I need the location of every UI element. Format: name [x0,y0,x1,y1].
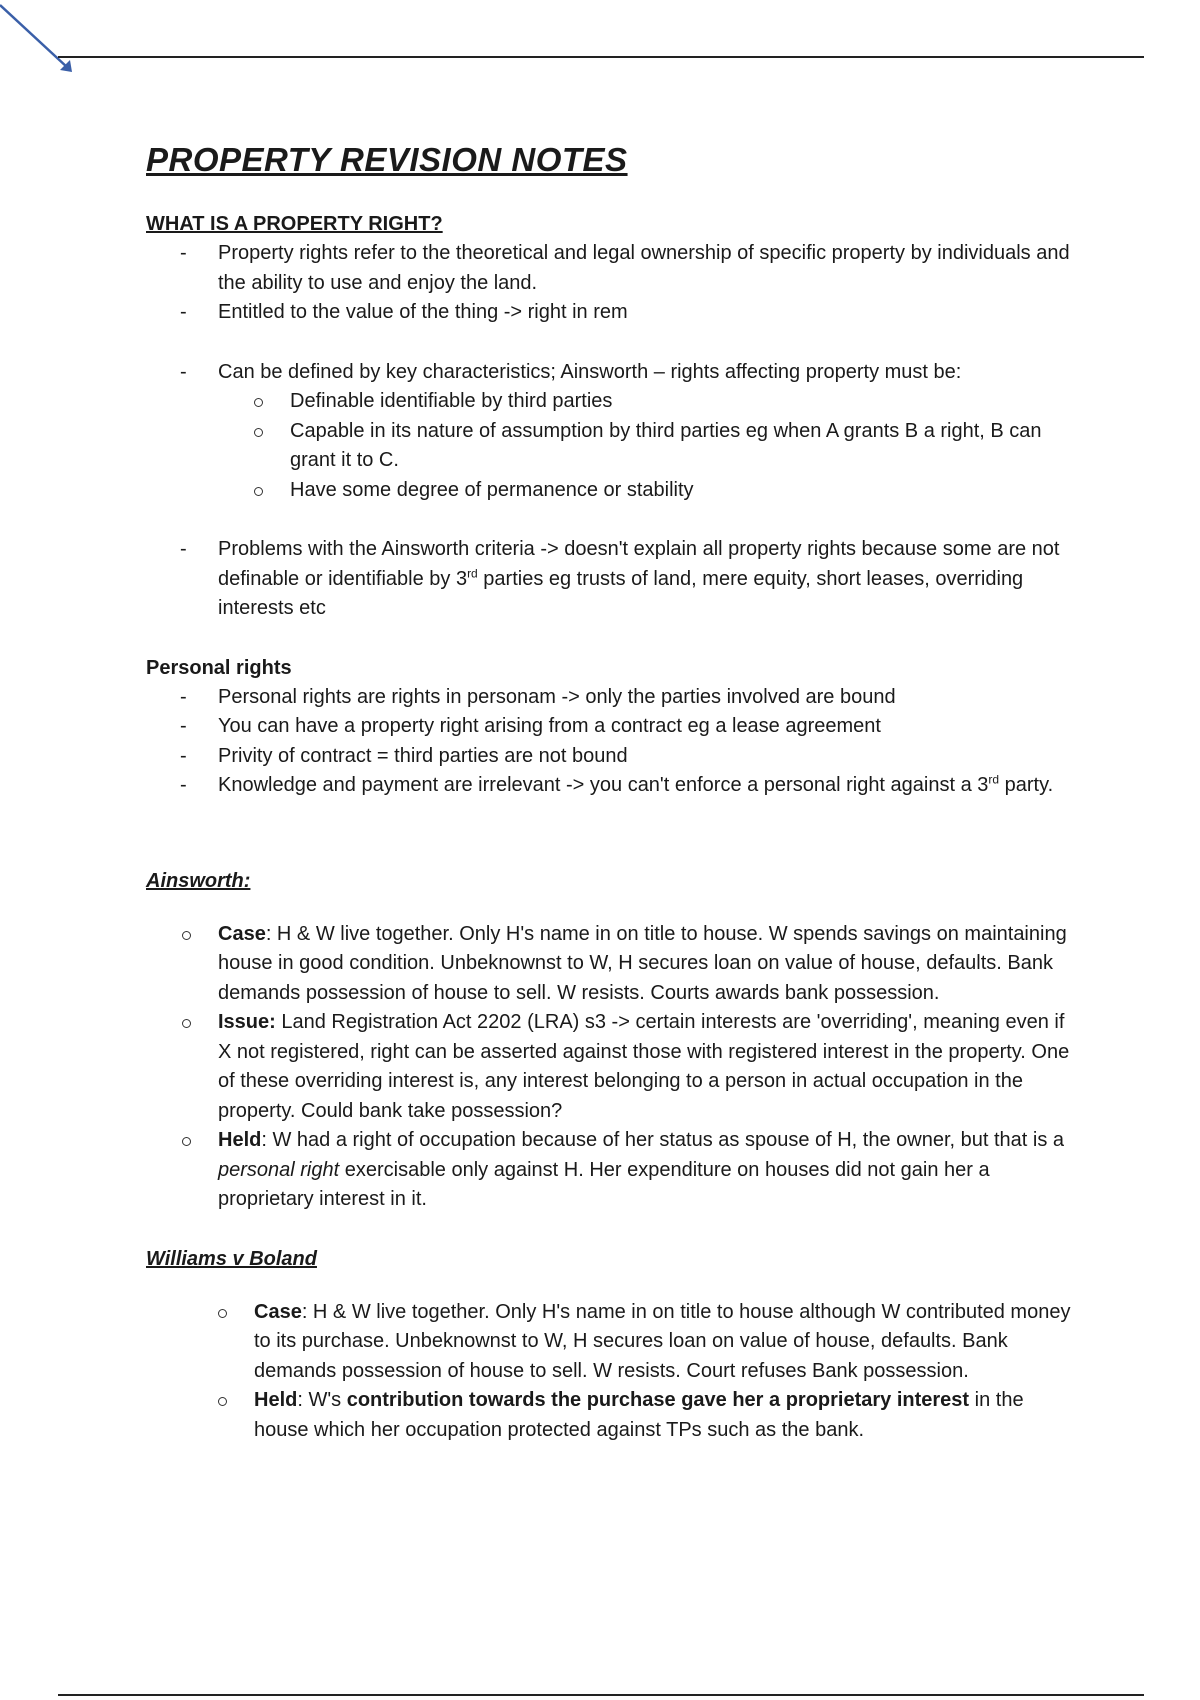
list-item: - Entitled to the value of the thing -> right in rem [146,298,1076,328]
list-item: Capable in its nature of assumption by third parties eg when A grants B a right, B can grant it to C. [218,417,1076,476]
list-item: - Problems with the Ainsworth criteria -> doesn't explain all property rights because some are not definable or identifiable by 3rd parties eg trusts of land, mere equity, short leases, overriding interests etc [146,535,1076,624]
list-item: Held: W's contribution towards the purchase gave her a proprietary interest in the house which her occupation protected against TPs such as the bank. [146,1386,1076,1445]
list-item: - Privity of contract = third parties are not bound [146,742,1076,772]
footer-rule [58,1694,1144,1696]
heading-personal-rights: Personal rights [146,656,292,679]
list-item: Case: H & W live together. Only H's name in on title to house. W spends savings on maintaining house in good condition. Unbeknownst to W, H secures loan on value of house, defaults. Bank demands possession of house to sell. W resists. Courts awards bank possession. [146,920,1076,1009]
list-item: - Knowledge and payment are irrelevant -> you can't enforce a personal right against a 3rd party. [146,771,1076,801]
list-item: Definable identifiable by third parties [218,387,1076,417]
list-item: Issue: Land Registration Act 2202 (LRA) s3 -> certain interests are 'overriding', meaning even if X not registered, right can be asserted against those with registered interest in the property. One of these overriding interest is, any interest belonging to a person in actual occupation in the property. Could bank take possession? [146,1008,1076,1126]
problems-list [146,535,1076,624]
personal-rights-list [146,683,1076,801]
list-item: Case: H & W live together. Only H's name in on title to house although W contributed money to its purchase. Unbeknownst to W, H secures loan on value of house, defaults. Bank demands possession of house to sell. W resists. Court refuses Bank possession. [146,1298,1076,1387]
list-item: - Personal rights are rights in personam -> only the parties involved are bound [146,683,1076,713]
ainsworth-criteria-list [146,387,1076,505]
ainsworth-case-list [146,920,1076,1215]
list-item: - Can be defined by key characteristics; Ainsworth – rights affecting property must be: [146,358,1076,388]
document-body [146,140,1076,1445]
list-item: - You can have a property right arising from a contract eg a lease agreement [146,712,1076,742]
list-item: Held: W had a right of occupation because of her status as spouse of H, the owner, but that is a personal right exercisable only against H. Her expenditure on houses did not gain her a proprietary interest in it. [146,1126,1076,1215]
heading-property-right: WHAT IS A PROPERTY RIGHT? [146,213,443,235]
list-item: Have some degree of permanence or stability [218,476,1076,506]
boland-case-list [146,1298,1076,1446]
property-right-list [146,239,1076,328]
header-rule [58,56,1144,58]
corner-arrow-icon [0,0,80,80]
heading-ainsworth: Ainsworth: [146,869,251,892]
characteristics-list [146,358,1076,388]
list-item: - Property rights refer to the theoretical and legal ownership of specific property by individuals and the ability to use and enjoy the land. [146,239,1076,298]
page-title: PROPERTY REVISION NOTES [146,141,628,178]
heading-williams-v-boland: Williams v Boland [146,1247,317,1270]
